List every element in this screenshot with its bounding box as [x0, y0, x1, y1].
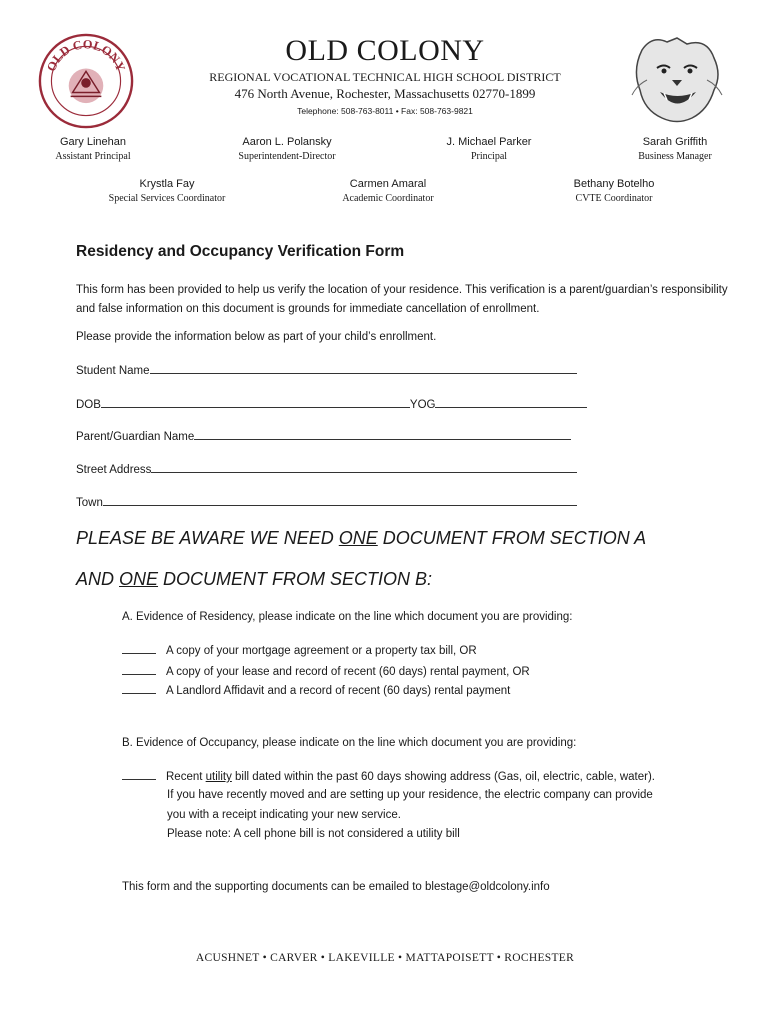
staff-title: Superintendent-Director: [238, 151, 336, 162]
town-field[interactable]: [76, 494, 577, 509]
section-a-option[interactable]: A copy of your mortgage agreement or a property tax bill, OR: [122, 643, 477, 657]
school-name: OLD COLONY: [285, 34, 485, 67]
checkbox-line[interactable]: [122, 664, 156, 675]
checkbox-line[interactable]: [122, 683, 156, 694]
staff-member: [529, 178, 699, 204]
section-b-detail: you with a receipt indicating your new service.: [167, 809, 401, 821]
street-address-field[interactable]: [76, 461, 577, 476]
section-b-note: Please note: A cell phone bill is not considered a utility bill: [167, 828, 460, 840]
svg-text:OLD COLONY: OLD COLONY: [44, 37, 128, 74]
email-note: This form and the supporting documents can be emailed to blestage@oldcolony.info: [122, 881, 550, 893]
section-a-heading: A. Evidence of Residency, please indicate on the line which document you are providing:: [122, 611, 573, 623]
staff-member: [82, 178, 252, 204]
dob-line[interactable]: [101, 396, 410, 408]
field-label: Street Address: [76, 464, 152, 476]
school-address: 476 North Avenue, Rochester, Massachusetts 02770-1899: [234, 86, 536, 101]
staff-title: Assistant Principal: [55, 151, 131, 162]
form-title: Residency and Occupancy Verification Form: [76, 243, 405, 260]
staff-name: Aaron L. Polansky: [242, 136, 332, 148]
field-label: Student Name: [76, 365, 150, 377]
checkbox-line[interactable]: [122, 769, 156, 780]
dob-field[interactable]: [76, 396, 587, 411]
checkbox-line[interactable]: [122, 643, 156, 654]
yog-line[interactable]: [435, 396, 587, 408]
field-label: YOG: [409, 399, 436, 411]
town-line[interactable]: [103, 494, 577, 506]
section-b-detail: If you have recently moved and are setting up your residence, the electric company can provide: [167, 789, 653, 801]
staff-title: CVTE Coordinator: [575, 193, 653, 204]
section-a-option[interactable]: A copy of your lease and record of recent (60 days) rental payment, OR: [122, 664, 530, 678]
intro-paragraph: This form has been provided to help us verify the location of your residence. This verification is a parent/guardian’s responsibility and false information on this document is grounds for immediate cancellation of enrollment.: [76, 284, 728, 315]
staff-title: Principal: [470, 151, 508, 162]
section-b-heading: B. Evidence of Occupancy, please indicate on the line which document you are providing:: [122, 737, 577, 749]
staff-member: [404, 136, 574, 162]
guardian-name-line[interactable]: [194, 428, 571, 440]
staff-name: Krystla Fay: [139, 178, 195, 190]
staff-name: J. Michael Parker: [446, 136, 532, 148]
staff-name: Gary Linehan: [59, 136, 127, 148]
staff-member: [590, 136, 760, 162]
staff-name: Sarah Griffith: [642, 136, 708, 148]
street-address-line[interactable]: [151, 461, 577, 473]
instruction-text: Please provide the information below as part of your child’s enrollment.: [76, 331, 437, 343]
section-b-option[interactable]: Recent utility bill dated within the past 60 days showing address (Gas, oil, electric, cable, water).: [122, 769, 655, 783]
notice-line-1: PLEASE BE AWARE WE NEED ONE DOCUMENT FROM SECTION A: [76, 528, 647, 548]
student-name-line[interactable]: [150, 362, 577, 374]
staff-member: [8, 136, 178, 162]
staff-member: [303, 178, 473, 204]
notice-line-2: AND ONE DOCUMENT FROM SECTION B:: [76, 569, 433, 589]
staff-name: Carmen Amaral: [349, 178, 427, 190]
staff-title: Academic Coordinator: [342, 193, 434, 204]
footer-towns: ACUSHNET • CARVER • LAKEVILLE • MATTAPOISETT • ROCHESTER: [195, 952, 575, 964]
staff-title: Business Manager: [638, 151, 712, 162]
district-name: REGIONAL VOCATIONAL TECHNICAL HIGH SCHOOL DISTRICT: [209, 70, 561, 84]
guardian-name-field[interactable]: [76, 428, 571, 443]
staff-name: Bethany Botelho: [573, 178, 655, 190]
field-label: Town: [76, 497, 103, 509]
field-label: Parent/Guardian Name: [76, 431, 195, 443]
section-a-option[interactable]: A Landlord Affidavit and a record of recent (60 days) rental payment: [122, 683, 510, 697]
staff-member: [202, 136, 372, 162]
student-name-field[interactable]: [76, 362, 577, 377]
contact-info: Telephone: 508-763-8011 • Fax: 508-763-9821: [297, 106, 473, 116]
staff-title: Special Services Coordinator: [108, 193, 226, 204]
field-label: DOB: [76, 399, 101, 411]
